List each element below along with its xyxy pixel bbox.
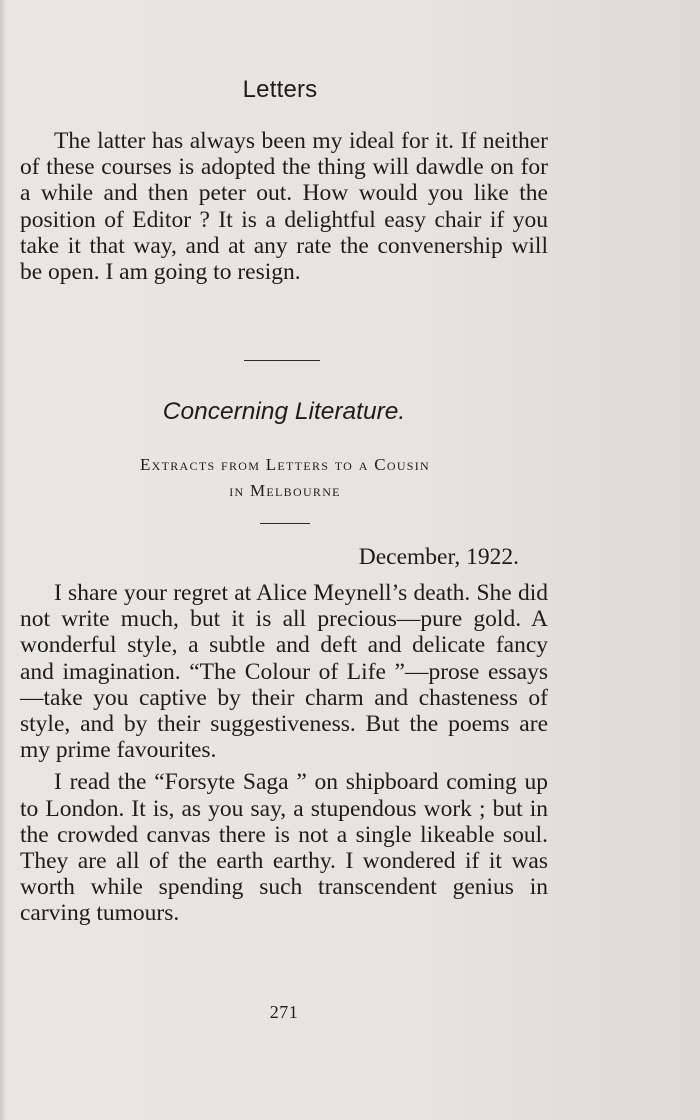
subtitle-divider-rule <box>260 523 310 524</box>
letter-date: December, 1922. <box>358 544 519 570</box>
section-subtitle <box>60 452 510 504</box>
page-number: 271 <box>269 1002 299 1022</box>
section-title: Concerning Literature. <box>162 398 406 425</box>
opening-paragraph: The latter has always been my ideal for it. If neither of these courses is adopted the thing will dawdle on for a while and then peter out. How would you like the position of Editor ? It is a delightful easy chair if you take it that way, and at any rate the convenership will be open. I am going to resign. <box>20 128 548 286</box>
letter-text-block <box>20 580 548 927</box>
running-head: Letters <box>242 76 318 103</box>
subtitle-line-2: in Melbourne <box>229 481 341 500</box>
opening-text-block <box>20 128 548 285</box>
section-divider-rule <box>244 360 320 361</box>
letter-paragraph-2: I read the “Forsyte Saga ” on shipboard coming up to London. It is, as you say, a stupendous work ; but in the crowded canvas there is not a single likeable soul. They are all of the earth earthy. I wondered if it was worth while spending such transcendent genius in carving tumours. <box>20 769 548 927</box>
page-gutter-shadow <box>0 0 6 1120</box>
letter-paragraph-1: I share your regret at Alice Meynell’s death. She did not write much, but it is all precious—pure gold. A wonderful style, a subtle and deft and delicate fancy and imagination. “The Colour of Life ”—prose essays—take you captive by their charm and chasteness of style, and by their suggestiveness. But the poems are my prime favourites. <box>20 580 548 764</box>
subtitle-line-1: Extracts from Letters to a Cousin <box>139 455 431 474</box>
